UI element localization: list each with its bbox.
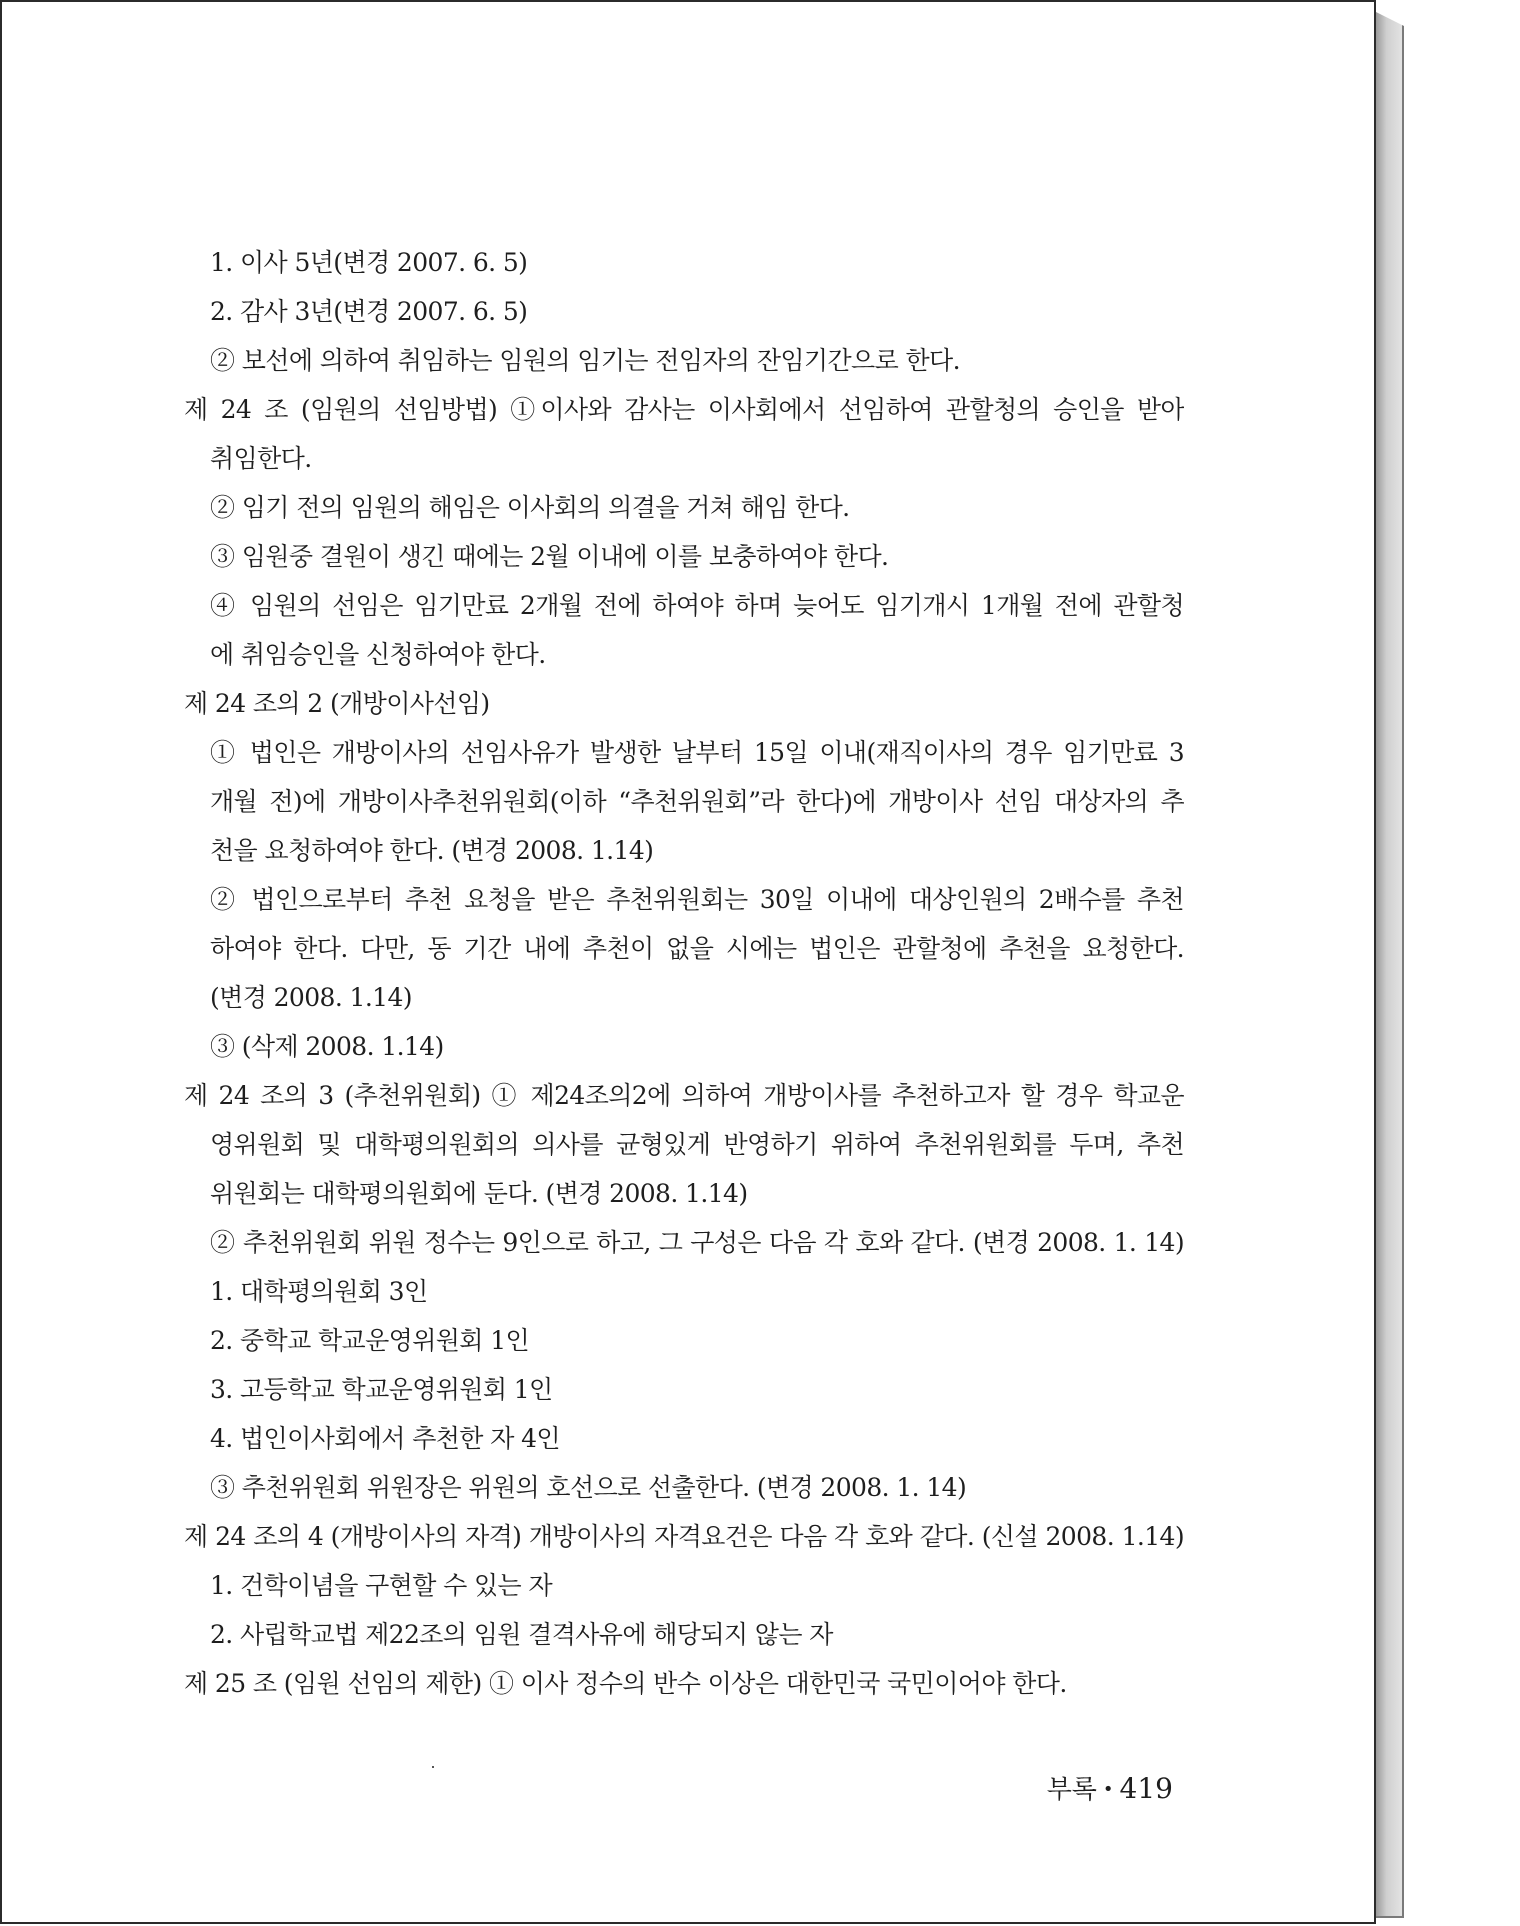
article-heading-line: 제 24 조의 3 (추천위원회) ① 제24조의2에 의하여 개방이사를 추천하고자 할 경우 학교운 [184,1081,1184,1110]
text-line: 2. 사립학교법 제22조의 임원 결격사유에 해당되지 않는 자 [210,1620,833,1649]
article-heading-line: 제 25 조 (임원 선임의 제한) ① 이사 정수의 반수 이상은 대한민국 국민이어야 한다. [184,1669,1067,1698]
text-line: ② 법인으로부터 추천 요청을 받은 추천위원회는 30일 이내에 대상인원의 2배수를 추천 [210,885,1184,914]
footer-separator: • [1102,1779,1114,1800]
text-line: 1. 대학평의원회 3인 [210,1277,428,1306]
article-heading-line: 제 24 조의 4 (개방이사의 자격) 개방이사의 자격요건은 다음 각 호와 같다. (신설 2008. 1.14) [184,1522,1184,1551]
page-body [184,238,1184,1708]
text-line: ③ (삭제 2008. 1.14) [210,1032,444,1061]
text-line: 영위원회 및 대학평의원회의 의사를 균형있게 반영하기 위하여 추천위원회를 두며, 추천 [210,1130,1184,1159]
text-line: ④ 임원의 선임은 임기만료 2개월 전에 하여야 하며 늦어도 임기개시 1개월 전에 관할청 [210,591,1184,620]
text-line: (변경 2008. 1.14) [210,983,412,1012]
text-line: ② 추천위원회 위원 정수는 9인으로 하고, 그 구성은 다음 각 호와 같다. (변경 2008. 1. 14) [210,1228,1184,1257]
stray-dot [432,1766,434,1768]
text-line: ① 법인은 개방이사의 선임사유가 발생한 날부터 15일 이내(재직이사의 경우 임기만료 3 [210,738,1184,767]
text-line: ③ 임원중 결원이 생긴 때에는 2월 이내에 이를 보충하여야 한다. [210,542,889,571]
text-line: ③ 추천위원회 위원장은 위원의 호선으로 선출한다. (변경 2008. 1. 14) [210,1473,967,1502]
article-heading-line: 제 24 조 (임원의 선임방법) ①이사와 감사는 이사회에서 선임하여 관할청의 승인을 받아 [184,395,1184,424]
text-line: 1. 이사 5년(변경 2007. 6. 5) [210,248,528,277]
text-line: 천을 요청하여야 한다. (변경 2008. 1.14) [210,836,654,865]
text-line: ② 임기 전의 임원의 해임은 이사회의 의결을 거쳐 해임 한다. [210,493,850,522]
text-line: 하여야 한다. 다만, 동 기간 내에 추천이 없을 시에는 법인은 관할청에 추천을 요청한다. [210,934,1184,963]
text-line: 에 취임승인을 신청하여야 한다. [210,640,546,669]
page-stack-edge [1376,12,1404,1918]
text-line: ② 보선에 의하여 취임하는 임원의 임기는 전임자의 잔임기간으로 한다. [210,346,960,375]
text-line: 4. 법인이사회에서 추천한 자 4인 [210,1424,560,1453]
text-line: 1. 건학이념을 구현할 수 있는 자 [210,1571,552,1600]
text-line: 개월 전)에 개방이사추천위원회(이하 “추천위원회”라 한다)에 개방이사 선임 대상자의 추 [210,787,1184,816]
page-number: 419 [1119,1772,1173,1805]
text-line: 2. 중학교 학교운영위원회 1인 [210,1326,530,1355]
text-line: 취임한다. [210,444,312,473]
footer-section-label: 부록 [1046,1775,1097,1805]
text-line: 2. 감사 3년(변경 2007. 6. 5) [210,297,528,326]
text-line: 위원회는 대학평의원회에 둔다. (변경 2008. 1.14) [210,1179,748,1208]
article-heading-line: 제 24 조의 2 (개방이사선임) [184,689,490,718]
text-line: 3. 고등학교 학교운영위원회 1인 [210,1375,553,1404]
page-footer [1022,1770,1173,1809]
